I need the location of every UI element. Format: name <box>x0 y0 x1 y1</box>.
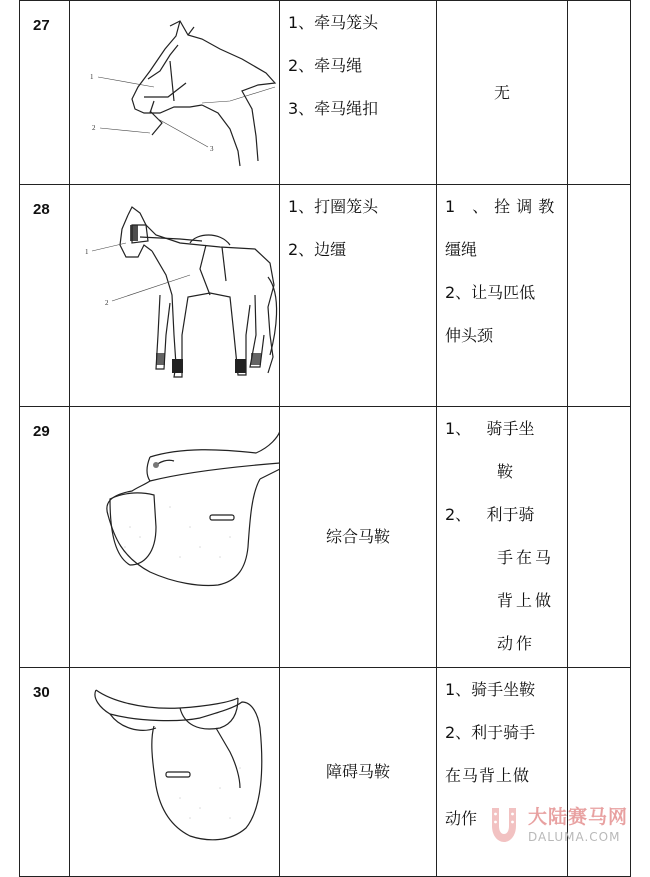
horse-head-halter-icon <box>70 1 280 185</box>
function-text: 缰绳 <box>445 240 478 259</box>
item-text: 1、打圈笼头 <box>288 197 379 216</box>
function-text: 无 <box>493 82 510 102</box>
function-text: 背上做 <box>497 591 555 610</box>
figure-label: 1 <box>90 73 94 81</box>
function-cell <box>437 185 568 407</box>
item-text: 综合马鞍 <box>325 527 390 546</box>
function-text: 手在马 <box>497 548 555 567</box>
function-text: 2、 利于骑 <box>445 505 535 524</box>
table-row <box>20 407 631 668</box>
function-text: 1 、拴调教 <box>445 197 561 216</box>
items-cell <box>280 407 437 668</box>
watermark-url: DALUMA.COM <box>528 830 621 844</box>
blank-cell <box>568 407 631 668</box>
item-text: 2、边缰 <box>288 240 347 259</box>
table-row <box>20 1 631 185</box>
row-number: 29 <box>20 407 70 668</box>
function-text: 动作 <box>497 634 536 653</box>
table-row <box>20 185 631 407</box>
row-number: 28 <box>20 185 70 407</box>
watermark <box>484 800 644 856</box>
blank-cell <box>568 185 631 407</box>
function-text: 1、骑手坐鞍 <box>445 680 536 699</box>
function-cell <box>437 407 568 668</box>
function-text: 鞍 <box>497 462 517 481</box>
figure-cell <box>70 668 280 877</box>
figure-cell <box>70 1 280 185</box>
items-cell <box>280 1 437 185</box>
figure-cell <box>70 407 280 668</box>
function-text: 1、 骑手坐 <box>445 419 535 438</box>
watermark-name: 大陆赛马网 <box>528 806 629 828</box>
jumping-saddle-icon <box>70 668 280 877</box>
equipment-table <box>19 0 631 877</box>
figure-label: 1 <box>85 248 89 256</box>
figure-label: 2 <box>105 299 109 307</box>
item-text: 1、牵马笼头 <box>288 13 379 32</box>
item-text: 3、牵马绳扣 <box>288 99 379 118</box>
function-text: 伸头颈 <box>445 326 494 345</box>
items-cell <box>280 185 437 407</box>
function-cell <box>437 1 568 185</box>
function-text: 动作 <box>445 809 478 828</box>
blank-cell <box>568 1 631 185</box>
row-number: 30 <box>20 668 70 877</box>
row-number: 27 <box>20 1 70 185</box>
items-cell <box>280 668 437 877</box>
horse-lunging-tack-icon <box>70 185 280 407</box>
horseshoe-logo-icon <box>484 802 524 846</box>
function-text: 在马背上做 <box>445 766 531 785</box>
item-text: 2、牵马绳 <box>288 56 363 75</box>
item-text: 障碍马鞍 <box>325 762 390 781</box>
general-purpose-saddle-icon <box>70 407 280 668</box>
function-text: 2、利于骑手 <box>445 723 536 742</box>
figure-label: 2 <box>92 124 96 132</box>
function-text: 2、让马匹低 <box>445 283 536 302</box>
figure-cell <box>70 185 280 407</box>
figure-label: 3 <box>210 145 214 153</box>
